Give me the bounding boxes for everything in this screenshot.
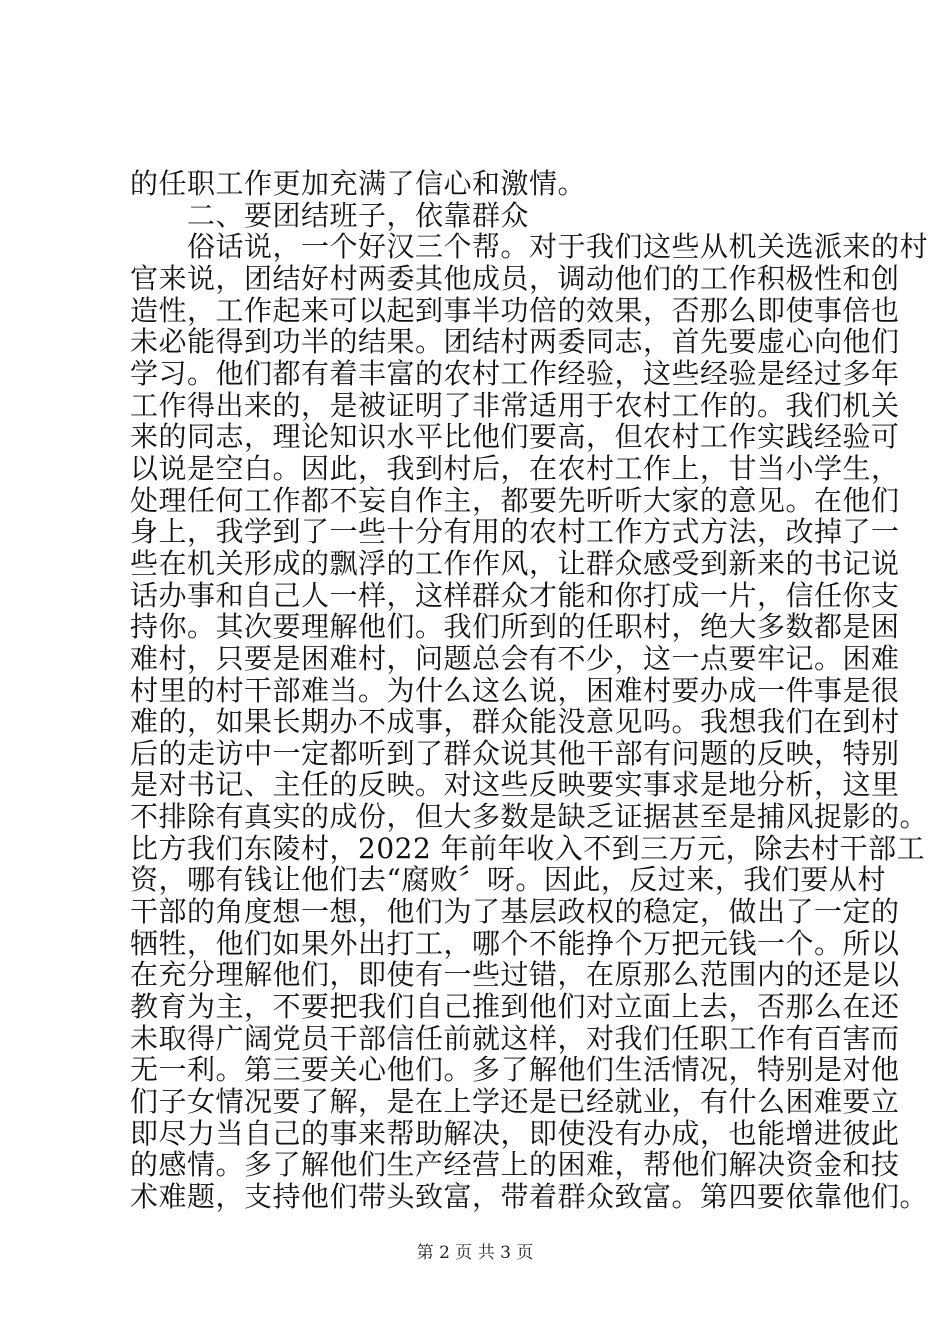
- text-line: 官来说，团结好村两委其他成员，调动他们的工作积极性和创: [130, 262, 900, 295]
- text-line: 俗话说，一个好汉三个帮。对于我们这些从机关选派来的村: [130, 230, 929, 263]
- text-line: 牺牲，他们如果外出打工，哪个不能挣个万把元钱一个。所以: [130, 927, 900, 960]
- text-line: 难的，如果长期办不成事，群众能没意见吗。我想我们在到村: [130, 705, 900, 738]
- text-line: 即尽力当自己的事来帮助解决，即使没有办成，也能增进彼此: [130, 1117, 900, 1150]
- text-line: 难村，只要是困难村，问题总会有不少，这一点要牢记。困难: [130, 642, 900, 675]
- text-line: 是对书记、主任的反映。对这些反映要实事求是地分析，这里: [130, 768, 900, 801]
- text-line: 村里的村干部难当。为什么这么说，困难村要办成一件事是很: [130, 674, 900, 707]
- text-line: 干部的角度想一想，他们为了基层政权的稳定，做出了一定的: [130, 895, 900, 928]
- text-line: 资，哪有钱让他们去“腐败〞呀。因此，反过来，我们要从村: [130, 863, 886, 896]
- text-line: 些在机关形成的飘浮的工作作风，让群众感受到新来的书记说: [130, 547, 900, 580]
- text-line: 未必能得到功半的结果。团结村两委同志，首先要虚心向他们: [130, 325, 900, 358]
- text-line: 教育为主，不要把我们自己推到他们对立面上去，否那么在还: [130, 990, 900, 1023]
- text-line: 不排除有真实的成份，但大多数是缺乏证据甚至是捕风捉影的。: [130, 800, 929, 833]
- text-line: 的感情。多了解他们生产经营上的困难，帮他们解决资金和技: [130, 1148, 900, 1181]
- text-line: 来的同志，理论知识水平比他们要高，但农村工作实践经验可: [130, 420, 900, 453]
- section-heading: 二、要团结班子，依靠群众: [130, 199, 530, 232]
- text-line: 学习。他们都有着丰富的农村工作经验，这些经验是经过多年: [130, 357, 900, 390]
- text-line: 无一利。第三要关心他们。多了解他们生活情况，特别是对他: [130, 1053, 900, 1086]
- text-line: 在充分理解他们，即使有一些过错，在原那么范围内的还是以: [130, 958, 900, 991]
- text-line: 的任职工作更加充满了信心和激情。: [130, 167, 587, 200]
- text-line: 造性，工作起来可以起到事半功倍的效果，否那么即使事倍也: [130, 294, 900, 327]
- text-line: 持你。其次要理解他们。我们所到的任职村，绝大多数都是困: [130, 610, 900, 643]
- text-line: 术难题，支持他们带头致富，带着群众致富。第四要依靠他们。: [130, 1180, 929, 1213]
- text-line: 以说是空白。因此，我到村后，在农村工作上，甘当小学生，: [130, 452, 900, 485]
- text-line: 比方我们东陵村，2022 年前年收入不到三万元，除去村干部工: [130, 832, 926, 865]
- text-line: 未取得广阔党员干部信任前就这样，对我们任职工作有百害而: [130, 1022, 900, 1055]
- text-line: 工作得出来的，是被证明了非常适用于农村工作的。我们机关: [130, 389, 900, 422]
- page-number-footer: 第 2 页 共 3 页: [416, 1243, 534, 1263]
- text-line: 后的走访中一定都听到了群众说其他干部有问题的反映，特别: [130, 737, 900, 770]
- text-line: 话办事和自己人一样，这样群众才能和你打成一片，信任你支: [130, 579, 900, 612]
- text-line: 们子女情况要了解，是在上学还是已经就业，有什么困难要立: [130, 1085, 900, 1118]
- text-line: 身上，我学到了一些十分有用的农村工作方式方法，改掉了一: [130, 515, 900, 548]
- text-line: 处理任何工作都不妄自作主，都要先听听大家的意见。在他们: [130, 484, 900, 517]
